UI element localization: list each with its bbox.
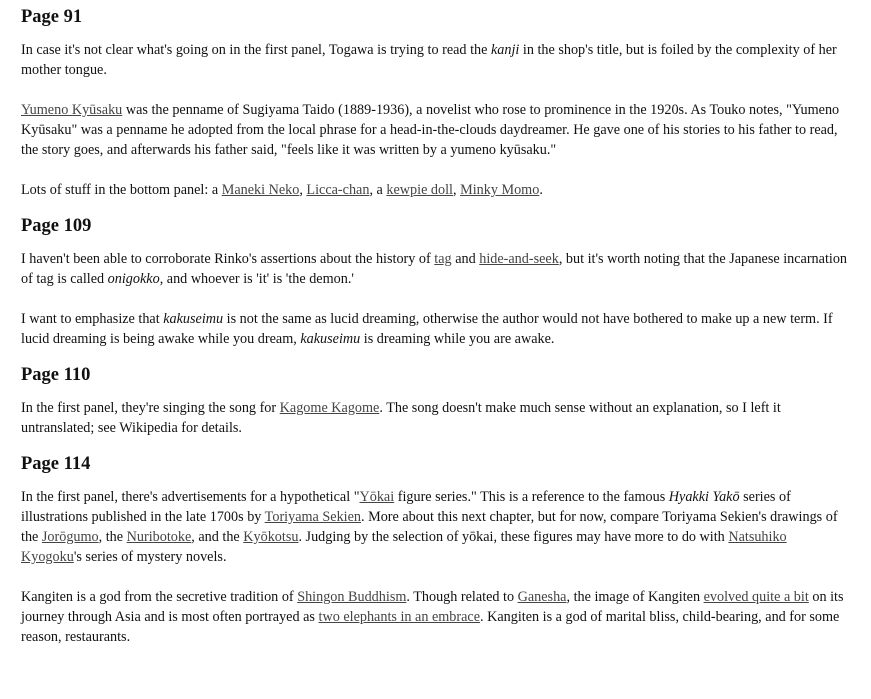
paragraph: [21, 100, 850, 160]
link-toriyama-sekien[interactable]: Toriyama Sekien: [264, 509, 361, 525]
link-kyokotsu[interactable]: Kyōkotsu: [243, 529, 299, 545]
text: in the shop's title, but is foiled by the complexity of her mother tongue.: [21, 42, 837, 78]
link-natsuhiko-kyogoku[interactable]: Natsuhiko Kyogoku: [21, 529, 787, 565]
section-heading-page-110: Page 110: [21, 365, 91, 385]
text: . The song doesn't make much sense without an explanation, so I left it untranslated; see Wikipedia for details.: [21, 400, 781, 436]
emphasis: kanji: [490, 42, 520, 58]
text: Kangiten is a god from the secretive tradition of: [21, 589, 298, 605]
text: In case it's not clear what's going on in the first panel, Togawa is trying to read the: [21, 42, 491, 58]
paragraph: [21, 249, 850, 289]
text: .: [539, 182, 543, 198]
section-heading-page-109: Page 109: [21, 216, 92, 236]
link-ganesha[interactable]: Ganesha: [517, 589, 567, 605]
text: 's series of mystery novels.: [73, 549, 227, 565]
emphasis: kakuseimu: [163, 311, 224, 327]
text: , a: [369, 182, 387, 198]
emphasis: kakuseimu: [300, 331, 361, 347]
text: I haven't been able to corroborate Rinko's assertions about the history of: [21, 251, 435, 267]
paragraph: [21, 40, 850, 80]
emphasis: onigokko: [107, 271, 160, 287]
text: In the first panel, there's advertisements for a hypothetical ": [21, 489, 360, 505]
text: . More about this next chapter, but for now, compare Toriyama Sekien's drawings of the: [21, 509, 838, 545]
text: . Judging by the selection of yōkai, these figures may have more to do with: [298, 529, 729, 545]
text: figure series." This is a reference to the famous: [394, 489, 669, 505]
text: In the first panel, they're singing the song for: [21, 400, 280, 416]
paragraph: [21, 487, 850, 567]
text: is dreaming while you are awake.: [360, 331, 555, 347]
paragraph: [21, 398, 850, 438]
link-two-elephants-in-an-embrace[interactable]: two elephants in an embrace: [318, 609, 481, 625]
link-maneki-neko[interactable]: Maneki Neko: [221, 182, 300, 198]
link-nuribotoke[interactable]: Nuribotoke: [126, 529, 192, 545]
text: series of illustrations published in the late 1700s by: [21, 489, 791, 525]
link-licca-chan[interactable]: Licca-chan: [306, 182, 370, 198]
link-jorogumo[interactable]: Jorōgumo: [41, 529, 99, 545]
text: . Kangiten is a god of marital bliss, child-bearing, and for some reason, restaurants.: [21, 609, 840, 645]
link-shingon-buddhism[interactable]: Shingon Buddhism: [297, 589, 407, 605]
text: I want to emphasize that: [21, 311, 164, 327]
link-hide-and-seek[interactable]: hide-and-seek: [479, 251, 559, 267]
link-evolved-quite-a-bit[interactable]: evolved quite a bit: [703, 589, 809, 605]
paragraph: [21, 309, 850, 349]
paragraph: [21, 587, 850, 647]
link-yumeno-kyusaku[interactable]: Yumeno Kyūsaku: [21, 102, 123, 118]
link-minky-momo[interactable]: Minky Momo: [460, 182, 540, 198]
link-kewpie-doll[interactable]: kewpie doll: [386, 182, 453, 198]
section-heading-page-91: Page 91: [21, 7, 83, 27]
text: , but it's worth noting that the Japanese incarnation of tag is called: [21, 251, 848, 287]
text: is not the same as lucid dreaming, otherwise the author would not have bothered to make up a new term. If lucid dreaming is being awake while you dream,: [21, 311, 833, 347]
text: . Though related to: [406, 589, 518, 605]
text: , and the: [191, 529, 244, 545]
text: ,: [452, 182, 461, 198]
text: on its journey through Asia and is most often portrayed as: [21, 589, 844, 625]
text: , the: [98, 529, 127, 545]
text: and: [451, 251, 480, 267]
text: was the penname of Sugiyama Taido (1889-1936), a novelist who rose to prominence in the 1920s. As Touko notes, "Yumeno Kyūsaku" was a penname he adopted from the local phrase for a head-in-the-clouds daydreamer. He gave one of his stories to his father to read, the story goes, and afterwards his father said, "feels like it was written by a yumeno kyūsaku.": [21, 102, 840, 158]
emphasis: Hyakki Yakō: [668, 489, 740, 505]
text: ,: [299, 182, 307, 198]
link-tag[interactable]: tag: [434, 251, 452, 267]
link-yokai[interactable]: Yōkai: [359, 489, 395, 505]
text: , and whoever is 'it' is 'the demon.': [159, 271, 354, 287]
paragraph: [21, 180, 850, 200]
section-heading-page-114: Page 114: [21, 454, 91, 474]
text: Lots of stuff in the bottom panel: a: [21, 182, 222, 198]
text: , the image of Kangiten: [566, 589, 704, 605]
link-kagome-kagome[interactable]: Kagome Kagome: [279, 400, 380, 416]
